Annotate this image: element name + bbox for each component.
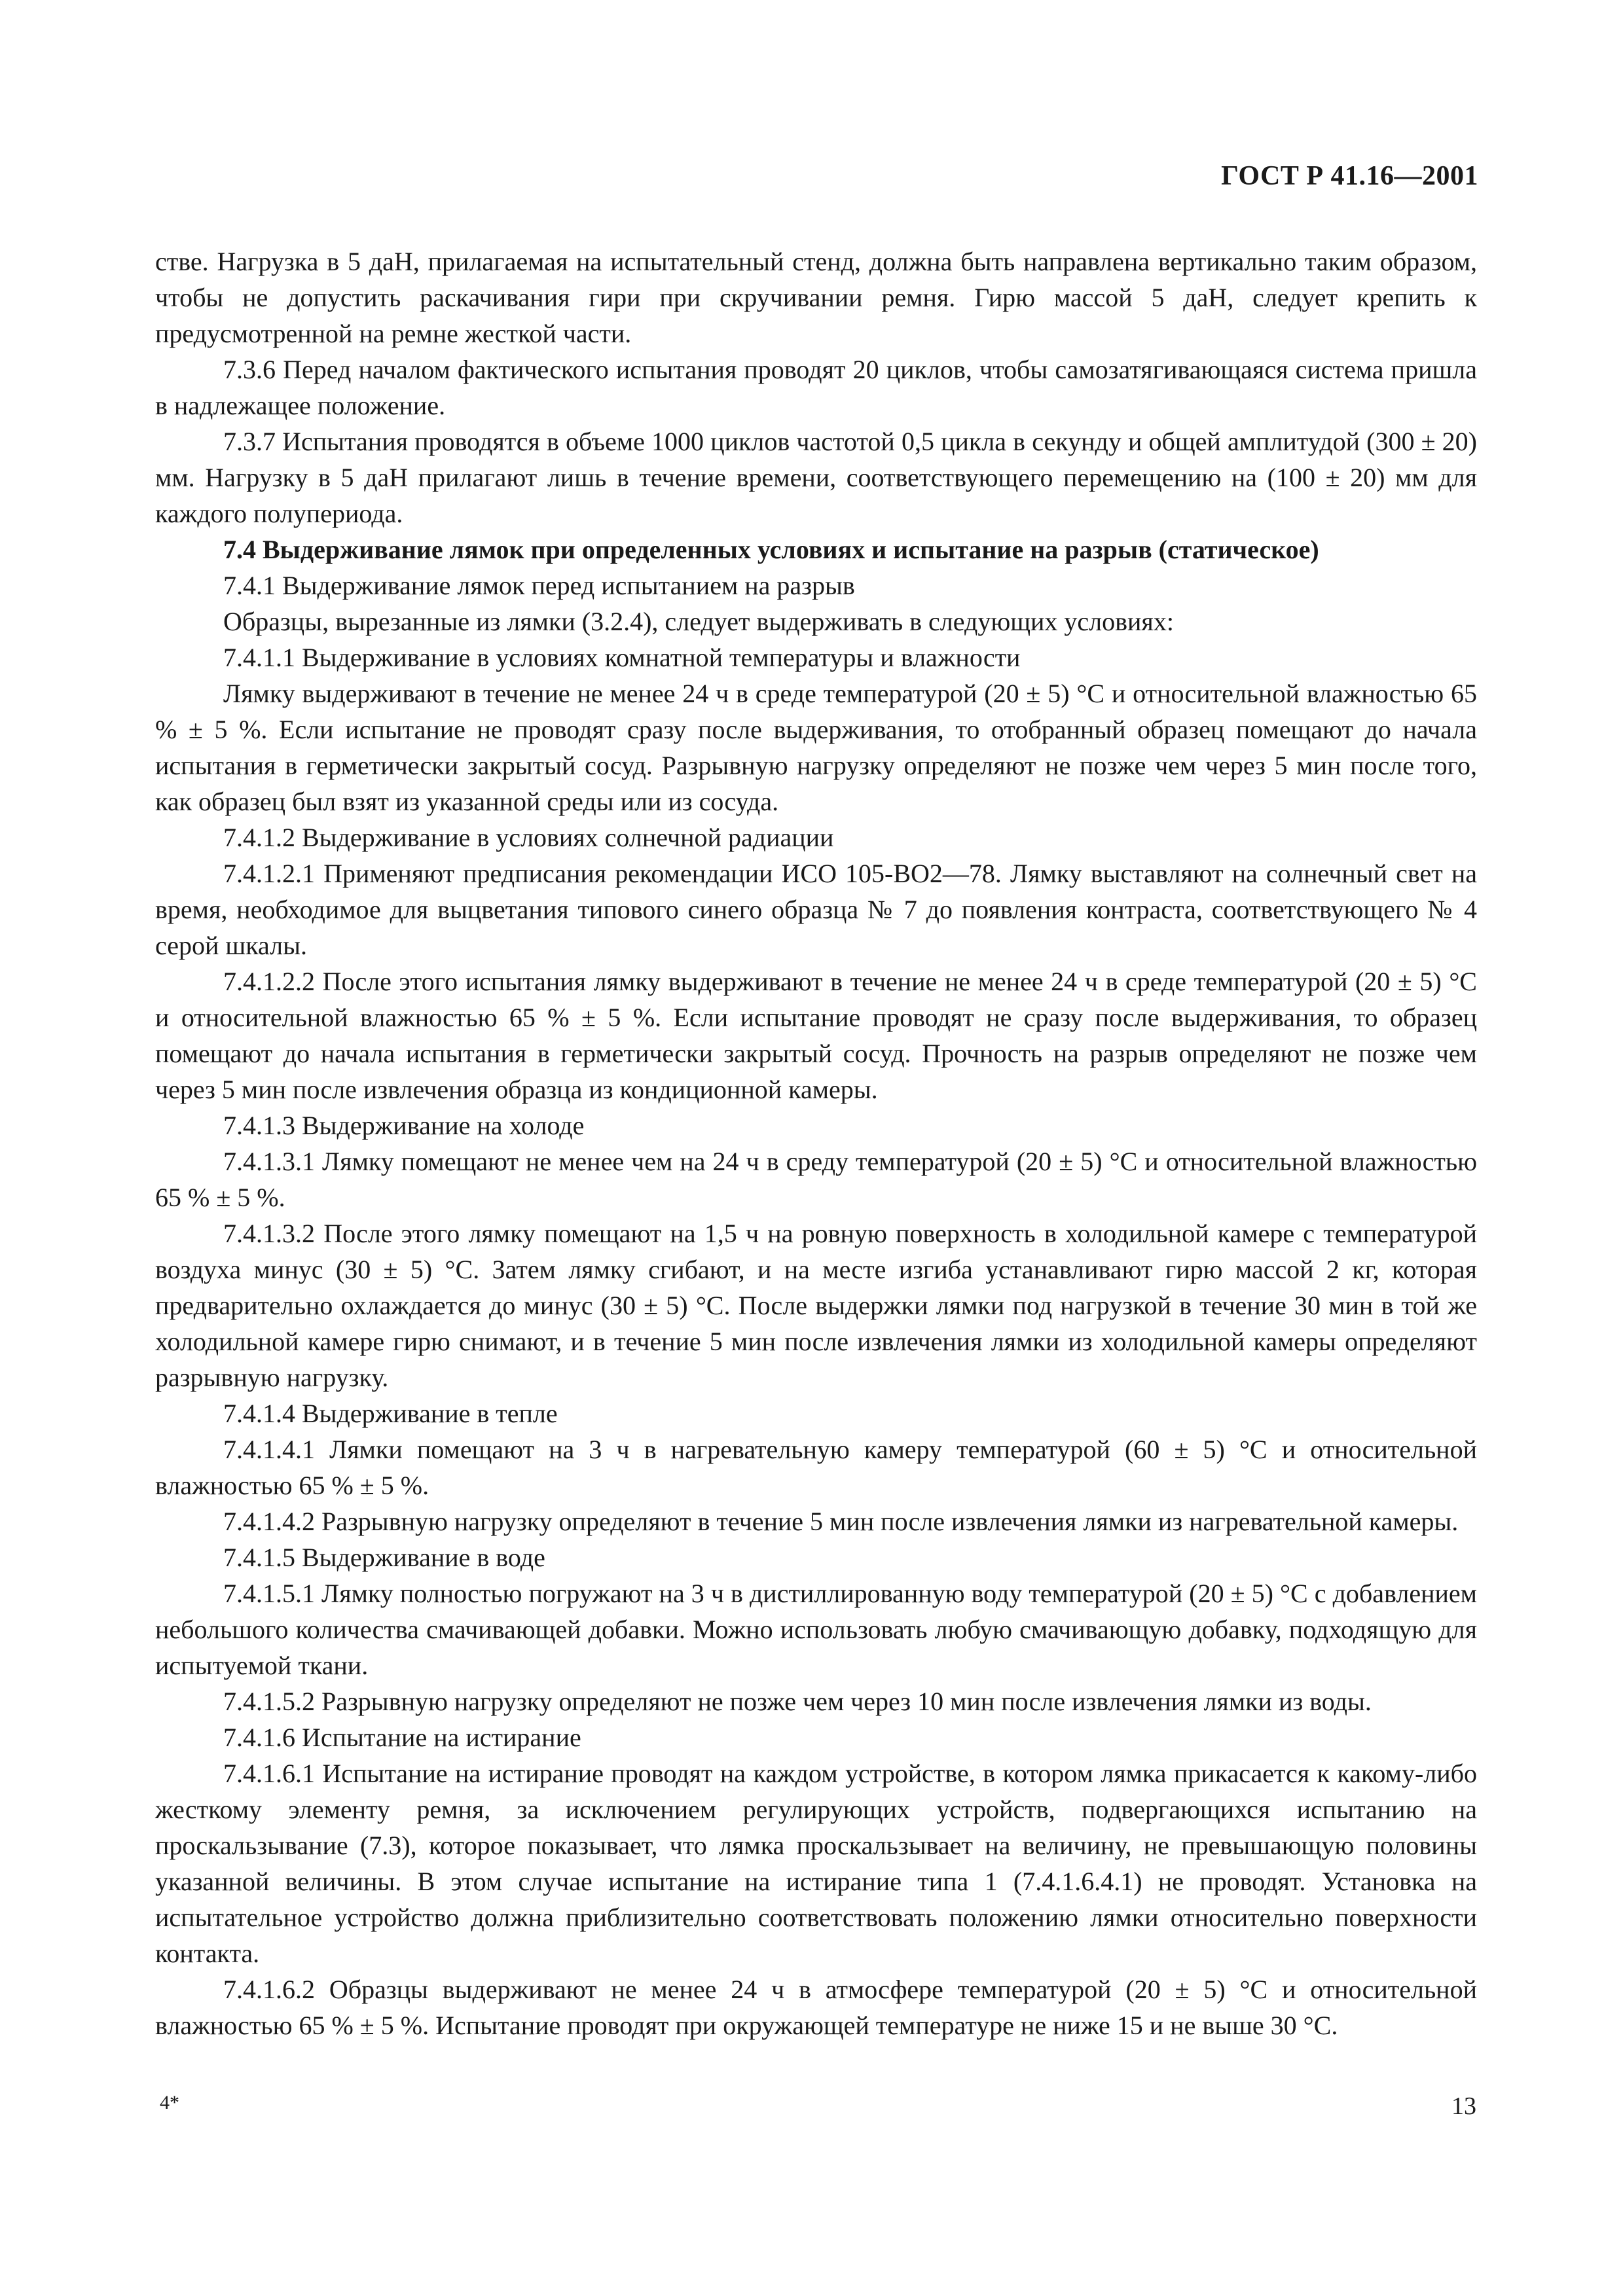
paragraph: 7.4.1.5.1 Лямку полностью погружают на 3 ч в дистиллированную воду температурой (20 ± 5) °С с добавлением небольшого количества смачивающей добавки. Можно использовать любую смачивающую добавку, подходящую для испытуемой ткани.: [155, 1579, 1477, 1680]
paragraph: 7.3.6 Перед началом фактического испытания проводят 20 циклов, чтобы самозатягивающаяся система пришла в надлежащее положение.: [155, 355, 1477, 420]
paragraph: Лямку выдерживают в течение не менее 24 ч в среде температурой (20 ± 5) °С и относительной влажностью 65 % ± 5 %. Если испытание не проводят сразу после выдерживания, то отобранный образец помещают до начала испытания в герметически закрытый сосуд. Разрывную нагрузку определяют не позже чем через 5 мин после того, как образец был взят из указанной среды или из сосуда.: [155, 679, 1477, 816]
page-number: 13: [1451, 2092, 1476, 2120]
paragraph: 7.4.1.5.2 Разрывную нагрузку определяют не позже чем через 10 мин после извлечения лямки из воды.: [223, 1687, 1372, 1716]
paragraph: 7.4.1.2.2 После этого испытания лямку выдерживают в течение не менее 24 ч в среде температурой (20 ± 5) °С и относительной влажностью 65 % ± 5 %. Если испытание проводят не сразу после выдерживания, то образец помещают до начала испытания в герметически закрытый сосуд. Прочность на разрыв определяют не позже чем через 5 мин после извлечения образца из кондиционной камеры.: [155, 967, 1477, 1104]
section-heading: 7.4 Выдерживание лямок при определенных условиях и испытание на разрыв (статическое): [223, 535, 1319, 564]
paragraph: 7.4.1.2.1 Применяют предписания рекомендации ИСО 105-ВО2—78. Лямку выставляют на солнечный свет на время, необходимое для выцветания типового синего образца № 7 до появления контраста, соответствующего № 4 серой шкалы.: [155, 859, 1477, 960]
subsection-heading: 7.4.1.5 Выдерживание в воде: [223, 1543, 545, 1572]
subsection-heading: 7.4.1.3 Выдерживание на холоде: [223, 1111, 585, 1140]
subsection-heading: 7.4.1 Выдерживание лямок перед испытанием на разрыв: [223, 571, 855, 600]
paragraph: 7.4.1.3.1 Лямку помещают не менее чем на 24 ч в среду температурой (20 ± 5) °С и относительной влажностью 65 % ± 5 %.: [155, 1147, 1477, 1212]
sheet-mark: 4*: [160, 2092, 179, 2113]
paragraph: 7.4.1.6.2 Образцы выдерживают не менее 24 ч в атмосфере температурой (20 ± 5) °С и относительной влажностью 65 % ± 5 %. Испытание проводят при окружающей температуре не ниже 15 и не выше 30 °С.: [155, 1975, 1477, 2040]
subsection-heading: 7.4.1.4 Выдерживание в тепле: [223, 1399, 558, 1428]
paragraph: 7.4.1.6.1 Испытание на истирание проводят на каждом устройстве, в котором лямка прикасается к какому-либо жесткому элементу ремня, за исключением регулирующих устройств, подвергающихся испытанию на проскальзывание (7.3), которое показывает, что лямка проскальзывает на величину, не превышающую половины указанной величины. В этом случае испытание на истирание типа 1 (7.4.1.6.4.1) не проводят. Установка на испытательное устройство должна приблизительно соответствовать положению лямки относительно поверхности контакта.: [155, 1759, 1477, 1968]
paragraph: 7.4.1.3.2 После этого лямку помещают на 1,5 ч на ровную поверхность в холодильной камере с температурой воздуха минус (30 ± 5) °С. Затем лямку сгибают, и на месте изгиба устанавливают гирю массой 2 кг, которая предварительно охлаждается до минус (30 ± 5) °С. После выдержки лямки под нагрузкой в течение 30 мин в той же холодильной камере гирю снимают, и в течение 5 мин после извлечения лямки из холодильной камеры определяют разрывную нагрузку.: [155, 1219, 1477, 1392]
paragraph: стве. Нагрузка в 5 даН, прилагаемая на испытательный стенд, должна быть направлена вертикально таким образом, чтобы не допустить раскачивания гири при скручивании ремня. Гирю массой 5 даН, следует крепить к предусмотренной на ремне жесткой части.: [155, 247, 1477, 348]
paragraph: Образцы, вырезанные из лямки (3.2.4), следует выдерживать в следующих условиях:: [223, 607, 1174, 636]
paragraph: 7.4.1.4.2 Разрывную нагрузку определяют в течение 5 мин после извлечения лямки из нагревательной камеры.: [223, 1507, 1459, 1536]
paragraph: 7.4.1.4.1 Лямки помещают на 3 ч в нагревательную камеру температурой (60 ± 5) °С и относительной влажностью 65 % ± 5 %.: [155, 1435, 1477, 1500]
paragraph: 7.3.7 Испытания проводятся в объеме 1000 циклов частотой 0,5 цикла в секунду и общей амплитудой (300 ± 20) мм. Нагрузку в 5 даН прилагают лишь в течение времени, соответствующего перемещению на (100 ± 20) мм для каждого полупериода.: [155, 427, 1477, 528]
subsection-heading: 7.4.1.2 Выдерживание в условиях солнечной радиации: [223, 823, 834, 852]
standard-header: ГОСТ Р 41.16—2001: [1221, 161, 1478, 191]
document-body: [155, 243, 1477, 2043]
subsection-heading: 7.4.1.6 Испытание на истирание: [223, 1723, 581, 1752]
subsection-heading: 7.4.1.1 Выдерживание в условиях комнатной температуры и влажности: [223, 643, 1021, 672]
